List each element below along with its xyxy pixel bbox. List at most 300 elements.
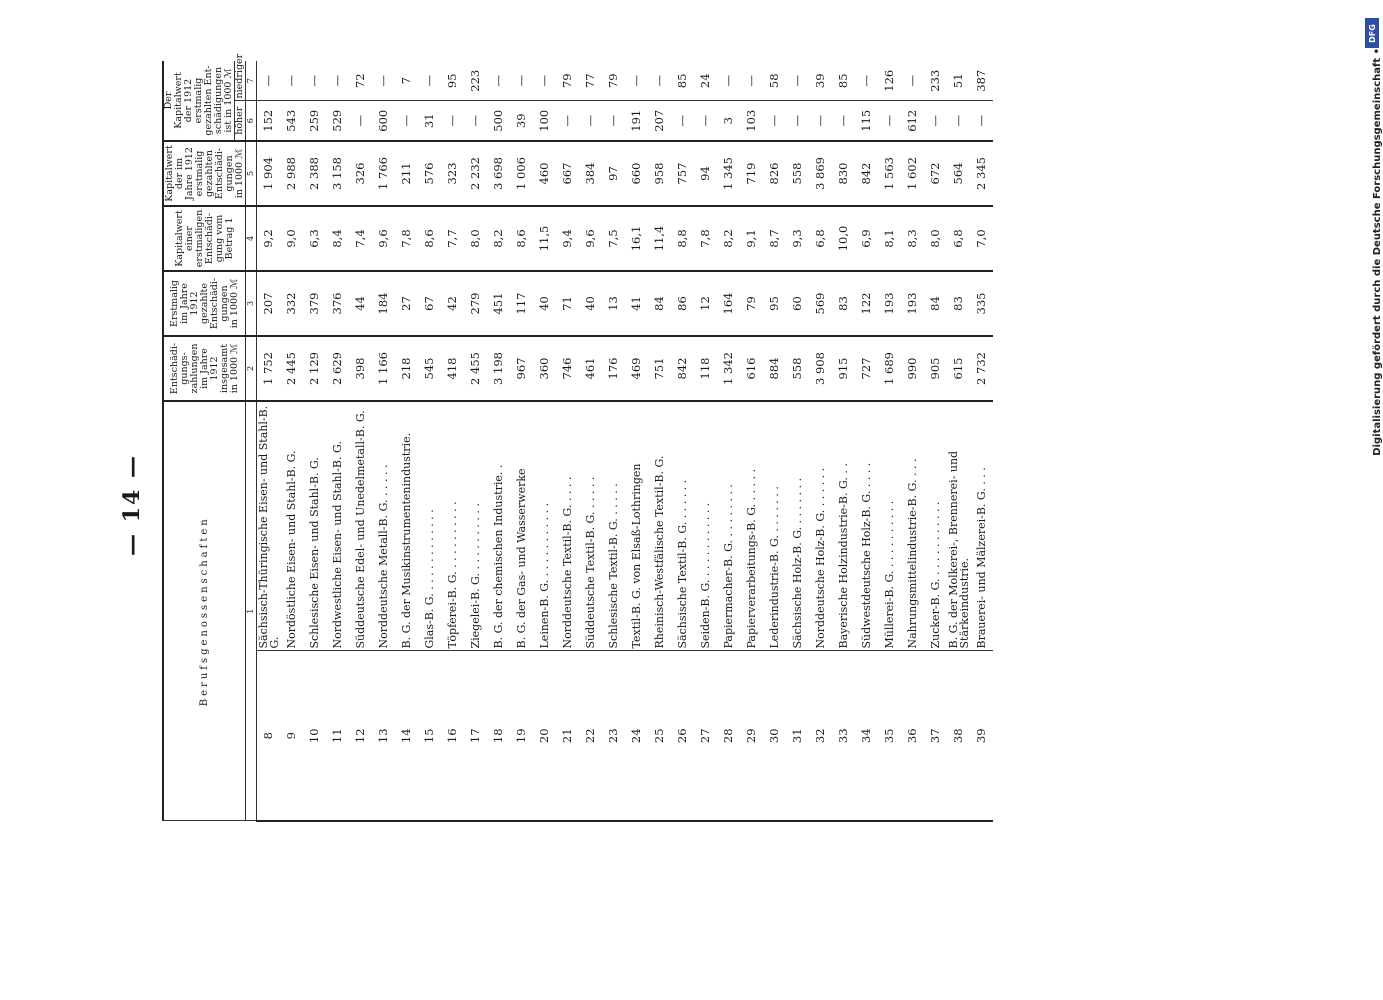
cell-first-payments: 569 <box>809 271 832 336</box>
cell-first-payments: 184 <box>372 271 395 336</box>
cell-total-payments: 2 445 <box>280 336 303 401</box>
cell-capital-value: 2 388 <box>303 141 326 206</box>
cell-total-payments: 751 <box>648 336 671 401</box>
cell-first-payments: 451 <box>487 271 510 336</box>
cell-higher: — <box>464 101 487 141</box>
row-number: 29 <box>740 651 763 821</box>
cell-total-payments: 1 752 <box>257 336 281 401</box>
row-number: 26 <box>671 651 694 821</box>
cell-higher: 612 <box>901 101 924 141</box>
cell-capital-value-factor: 8,8 <box>671 206 694 271</box>
row-number: 31 <box>786 651 809 821</box>
cell-total-payments: 118 <box>694 336 717 401</box>
cell-capital-value-factor: 6,9 <box>855 206 878 271</box>
table-row <box>786 61 809 821</box>
table-row <box>924 61 947 821</box>
cell-capital-value-factor: 8,0 <box>464 206 487 271</box>
cell-total-payments: 218 <box>395 336 418 401</box>
cell-lower: — <box>326 61 349 101</box>
cell-capital-value: 757 <box>671 141 694 206</box>
colnum-5: 5 <box>246 141 257 206</box>
cell-capital-value: 3 698 <box>487 141 510 206</box>
cell-capital-value-factor: 7,8 <box>694 206 717 271</box>
row-number: 22 <box>579 651 602 821</box>
row-number: 39 <box>970 651 993 821</box>
cell-lower: 79 <box>602 61 625 101</box>
cell-capital-value: 660 <box>625 141 648 206</box>
row-name: Bayerische Holzindustrie-B. G. . . <box>832 401 855 651</box>
cell-higher: — <box>947 101 970 141</box>
header-col67: Der Kapitalwert der 1912 erstmalig gezahlten Entschädigungen ist in 1000 ℳ <box>163 61 235 141</box>
cell-first-payments: 27 <box>395 271 418 336</box>
row-name: Südwestdeutsche Holz-B. G. . . . . <box>855 401 878 651</box>
cell-lower: — <box>510 61 533 101</box>
cell-higher: 259 <box>303 101 326 141</box>
table-row <box>464 61 487 821</box>
cell-total-payments: 1 166 <box>372 336 395 401</box>
row-number: 33 <box>832 651 855 821</box>
cell-total-payments: 3 908 <box>809 336 832 401</box>
cell-capital-value: 460 <box>533 141 556 206</box>
cell-lower: — <box>280 61 303 101</box>
cell-first-payments: 12 <box>694 271 717 336</box>
cell-capital-value: 826 <box>763 141 786 206</box>
cell-first-payments: 83 <box>947 271 970 336</box>
header-col4: Kapitalwert einer erstmaligen Entschädigung vom Betrag 1 <box>163 206 246 271</box>
cell-capital-value: 558 <box>786 141 809 206</box>
row-name: B. G. der Musikinstrumentenindustrie. <box>395 401 418 651</box>
cell-capital-value: 384 <box>579 141 602 206</box>
cell-capital-value-factor: 9,6 <box>579 206 602 271</box>
cell-capital-value: 1 006 <box>510 141 533 206</box>
cell-first-payments: 79 <box>740 271 763 336</box>
cell-capital-value: 672 <box>924 141 947 206</box>
row-name: Norddeutsche Metall-B. G. . . . . . <box>372 401 395 651</box>
table-row <box>487 61 510 821</box>
cell-total-payments: 615 <box>947 336 970 401</box>
cell-capital-value-factor: 9,2 <box>257 206 281 271</box>
row-name: Norddeutsche Textil-B. G. . . . . <box>556 401 579 651</box>
cell-capital-value-factor: 9,1 <box>740 206 763 271</box>
cell-capital-value-factor: 6,8 <box>809 206 832 271</box>
row-number: 14 <box>395 651 418 821</box>
row-name: Nahrungsmittelindustrie-B. G. . . . <box>901 401 924 651</box>
table-row <box>740 61 763 821</box>
cell-higher: — <box>786 101 809 141</box>
cell-total-payments: 469 <box>625 336 648 401</box>
cell-higher: 100 <box>533 101 556 141</box>
table-row <box>694 61 717 821</box>
cell-lower: 79 <box>556 61 579 101</box>
cell-total-payments: 418 <box>441 336 464 401</box>
colnum-1: 1 <box>246 401 257 821</box>
cell-first-payments: 279 <box>464 271 487 336</box>
row-number: 16 <box>441 651 464 821</box>
cell-lower: 223 <box>464 61 487 101</box>
table-row <box>717 61 740 821</box>
cell-first-payments: 193 <box>901 271 924 336</box>
cell-lower: 58 <box>763 61 786 101</box>
table-row <box>395 61 418 821</box>
cell-higher: — <box>694 101 717 141</box>
table-row <box>648 61 671 821</box>
cell-capital-value-factor: 11,4 <box>648 206 671 271</box>
cell-higher: 39 <box>510 101 533 141</box>
cell-capital-value: 3 869 <box>809 141 832 206</box>
cell-capital-value-factor: 7,7 <box>441 206 464 271</box>
row-number: 17 <box>464 651 487 821</box>
table-body <box>257 61 994 821</box>
row-number: 13 <box>372 651 395 821</box>
table-row <box>303 61 326 821</box>
row-number: 28 <box>717 651 740 821</box>
cell-capital-value-factor: 10,0 <box>832 206 855 271</box>
cell-capital-value-factor: 8,6 <box>510 206 533 271</box>
cell-capital-value-factor: 9,4 <box>556 206 579 271</box>
table-row <box>280 61 303 821</box>
cell-lower: 233 <box>924 61 947 101</box>
cell-capital-value-factor: 6,3 <box>303 206 326 271</box>
row-number: 36 <box>901 651 924 821</box>
cell-capital-value: 94 <box>694 141 717 206</box>
cell-higher: 31 <box>418 101 441 141</box>
cell-total-payments: 2 129 <box>303 336 326 401</box>
row-name: Schlesische Eisen- und Stahl-B. G. <box>303 401 326 651</box>
row-name: Textil-B. G. von Elsaß-Lothringen <box>625 401 648 651</box>
row-number: 32 <box>809 651 832 821</box>
row-name: Glas-B. G. . . . . . . . . . . . . <box>418 401 441 651</box>
cell-lower: 85 <box>832 61 855 101</box>
row-number: 10 <box>303 651 326 821</box>
row-name: B. G. der Gas- und Wasserwerke <box>510 401 533 651</box>
cell-lower: 85 <box>671 61 694 101</box>
cell-total-payments: 3 198 <box>487 336 510 401</box>
cell-higher: — <box>970 101 993 141</box>
cell-capital-value-factor: 9,0 <box>280 206 303 271</box>
row-name: Papierverarbeitungs-B. G. . . . . . <box>740 401 763 651</box>
cell-total-payments: 2 732 <box>970 336 993 401</box>
cell-lower: — <box>418 61 441 101</box>
table-row <box>349 61 372 821</box>
table-header <box>163 53 257 821</box>
cell-total-payments: 461 <box>579 336 602 401</box>
cell-lower: — <box>855 61 878 101</box>
digitization-note <box>1362 8 1382 992</box>
cell-first-payments: 13 <box>602 271 625 336</box>
cell-lower: — <box>303 61 326 101</box>
table-row <box>947 61 970 821</box>
row-number: 8 <box>257 651 281 821</box>
row-name: Leinen-B. G. . . . . . . . . . . . <box>533 401 556 651</box>
cell-higher: — <box>924 101 947 141</box>
colnum-6: 6 <box>246 101 257 141</box>
cell-higher: 115 <box>855 101 878 141</box>
cell-capital-value: 3 158 <box>326 141 349 206</box>
row-name: Brauerei- und Mälzerei-B. G. . . . <box>970 401 993 651</box>
cell-lower: 95 <box>441 61 464 101</box>
table-row <box>257 61 281 821</box>
cell-higher: — <box>809 101 832 141</box>
cell-capital-value-factor: 11,5 <box>533 206 556 271</box>
colnum-7: 7 <box>246 61 257 101</box>
cell-capital-value: 97 <box>602 141 625 206</box>
table-row <box>901 61 924 821</box>
cell-total-payments: 545 <box>418 336 441 401</box>
cell-lower: — <box>487 61 510 101</box>
cell-first-payments: 40 <box>533 271 556 336</box>
row-name: Nordwestliche Eisen- und Stahl-B. G. <box>326 401 349 651</box>
table-row <box>809 61 832 821</box>
row-name: Zucker-B. G. . . . . . . . . . . . <box>924 401 947 651</box>
header-col7-niedriger: niedriger <box>235 61 246 101</box>
table-row <box>832 61 855 821</box>
cell-first-payments: 42 <box>441 271 464 336</box>
cell-capital-value: 323 <box>441 141 464 206</box>
row-name: Töpferei-B. G. . . . . . . . . . . <box>441 401 464 651</box>
colnum-2: 2 <box>246 336 257 401</box>
cell-first-payments: 83 <box>832 271 855 336</box>
header-berufsgenossenschaften: Berufsgenossenschaften <box>163 401 246 821</box>
cell-capital-value-factor: 7,4 <box>349 206 372 271</box>
table-row <box>326 61 349 821</box>
cell-capital-value-factor: 7,5 <box>602 206 625 271</box>
table-row <box>855 61 878 821</box>
cell-first-payments: 84 <box>924 271 947 336</box>
cell-first-payments: 376 <box>326 271 349 336</box>
row-number: 24 <box>625 651 648 821</box>
cell-capital-value: 2 988 <box>280 141 303 206</box>
cell-capital-value: 1 563 <box>878 141 901 206</box>
cell-total-payments: 1 689 <box>878 336 901 401</box>
cell-capital-value-factor: 7,8 <box>395 206 418 271</box>
cell-higher: 600 <box>372 101 395 141</box>
cell-capital-value-factor: 9,6 <box>372 206 395 271</box>
cell-capital-value-factor: 7,0 <box>970 206 993 271</box>
cell-lower: 24 <box>694 61 717 101</box>
table-row <box>372 61 395 821</box>
cell-higher: — <box>349 101 372 141</box>
row-name: Schlesische Textil-B. G. . . . . . <box>602 401 625 651</box>
cell-capital-value-factor: 8,0 <box>924 206 947 271</box>
cell-total-payments: 398 <box>349 336 372 401</box>
header-col5: Kapitalwert der im Jahre 1912 erstmalig gezahlten Entschädigungen in 1000 ℳ <box>163 141 246 206</box>
cell-higher: — <box>579 101 602 141</box>
cell-capital-value: 211 <box>395 141 418 206</box>
row-name: Süddeutsche Edel- und Unedelmetall-B. G. <box>349 401 372 651</box>
cell-capital-value: 564 <box>947 141 970 206</box>
row-name: B. G. der chemischen Industrie. . <box>487 401 510 651</box>
cell-capital-value: 2 345 <box>970 141 993 206</box>
cell-lower: — <box>740 61 763 101</box>
cell-lower: — <box>533 61 556 101</box>
table-row <box>671 61 694 821</box>
cell-higher: — <box>395 101 418 141</box>
row-number: 20 <box>533 651 556 821</box>
row-number: 30 <box>763 651 786 821</box>
table-row <box>763 61 786 821</box>
row-number: 19 <box>510 651 533 821</box>
cell-total-payments: 884 <box>763 336 786 401</box>
row-number: 18 <box>487 651 510 821</box>
cell-capital-value: 842 <box>855 141 878 206</box>
table-row <box>510 61 533 821</box>
cell-higher: 543 <box>280 101 303 141</box>
row-number: 27 <box>694 651 717 821</box>
cell-capital-value-factor: 8,4 <box>326 206 349 271</box>
cell-lower: — <box>901 61 924 101</box>
cell-higher: — <box>556 101 579 141</box>
cell-total-payments: 2 455 <box>464 336 487 401</box>
cell-capital-value-factor: 9,3 <box>786 206 809 271</box>
row-number: 21 <box>556 651 579 821</box>
cell-first-payments: 84 <box>648 271 671 336</box>
cell-higher: 207 <box>648 101 671 141</box>
cell-first-payments: 67 <box>418 271 441 336</box>
cell-higher: 500 <box>487 101 510 141</box>
cell-first-payments: 379 <box>303 271 326 336</box>
cell-higher: 3 <box>717 101 740 141</box>
cell-first-payments: 122 <box>855 271 878 336</box>
cell-higher: — <box>832 101 855 141</box>
page-number: — 14 — <box>119 454 145 556</box>
cell-lower: — <box>625 61 648 101</box>
table-row <box>533 61 556 821</box>
row-name: Sächsische Textil-B. G. . . . . . . <box>671 401 694 651</box>
cell-capital-value: 667 <box>556 141 579 206</box>
digitization-note-text: Digitalisierung gefördert durch die Deutsche Forschungsgemeinschaft • <box>1372 48 1383 456</box>
cell-capital-value-factor: 8,2 <box>717 206 740 271</box>
table-row <box>556 61 579 821</box>
row-name: Papiermacher-B. G. . . . . . . . . <box>717 401 740 651</box>
row-name: Rheinisch-Westfälische Textil-B. G. <box>648 401 671 651</box>
cell-higher: — <box>671 101 694 141</box>
table-row <box>418 61 441 821</box>
cell-lower: 72 <box>349 61 372 101</box>
row-number: 12 <box>349 651 372 821</box>
cell-higher: 529 <box>326 101 349 141</box>
cell-total-payments: 915 <box>832 336 855 401</box>
cell-capital-value-factor: 8,3 <box>901 206 924 271</box>
cell-capital-value: 958 <box>648 141 671 206</box>
cell-capital-value: 1 904 <box>257 141 281 206</box>
statistics-table <box>162 53 993 822</box>
row-name: Lederindustrie-B. G. . . . . . . . <box>763 401 786 651</box>
cell-lower: — <box>786 61 809 101</box>
row-number: 35 <box>878 651 901 821</box>
cell-first-payments: 117 <box>510 271 533 336</box>
table-row <box>878 61 901 821</box>
rotated-table-region <box>162 53 1212 822</box>
cell-capital-value-factor: 8,1 <box>878 206 901 271</box>
row-number: 23 <box>602 651 625 821</box>
cell-total-payments: 905 <box>924 336 947 401</box>
row-number: 25 <box>648 651 671 821</box>
cell-first-payments: 60 <box>786 271 809 336</box>
row-name: Seiden-B. G. . . . . . . . . . . . <box>694 401 717 651</box>
cell-lower: — <box>717 61 740 101</box>
cell-first-payments: 335 <box>970 271 993 336</box>
cell-higher: — <box>441 101 464 141</box>
cell-higher: — <box>878 101 901 141</box>
cell-capital-value: 1 766 <box>372 141 395 206</box>
cell-total-payments: 558 <box>786 336 809 401</box>
cell-first-payments: 164 <box>717 271 740 336</box>
table-row <box>579 61 602 821</box>
cell-higher: 103 <box>740 101 763 141</box>
cell-first-payments: 95 <box>763 271 786 336</box>
cell-capital-value-factor: 8,6 <box>418 206 441 271</box>
cell-first-payments: 41 <box>625 271 648 336</box>
table-row <box>625 61 648 821</box>
cell-capital-value: 1 602 <box>901 141 924 206</box>
cell-total-payments: 746 <box>556 336 579 401</box>
cell-total-payments: 967 <box>510 336 533 401</box>
dfg-logo: DFG <box>1365 18 1379 48</box>
colnum-3: 3 <box>246 271 257 336</box>
cell-total-payments: 360 <box>533 336 556 401</box>
cell-first-payments: 207 <box>257 271 281 336</box>
cell-first-payments: 44 <box>349 271 372 336</box>
row-number: 9 <box>280 651 303 821</box>
cell-capital-value: 576 <box>418 141 441 206</box>
cell-total-payments: 990 <box>901 336 924 401</box>
cell-capital-value: 719 <box>740 141 763 206</box>
cell-capital-value: 2 232 <box>464 141 487 206</box>
row-number: 15 <box>418 651 441 821</box>
cell-total-payments: 727 <box>855 336 878 401</box>
cell-lower: — <box>648 61 671 101</box>
table-row <box>970 61 993 821</box>
row-name: Nordöstliche Eisen- und Stahl-B. G. <box>280 401 303 651</box>
cell-lower: 77 <box>579 61 602 101</box>
cell-higher: 152 <box>257 101 281 141</box>
cell-capital-value: 326 <box>349 141 372 206</box>
row-number: 34 <box>855 651 878 821</box>
row-number: 11 <box>326 651 349 821</box>
cell-capital-value: 830 <box>832 141 855 206</box>
cell-first-payments: 86 <box>671 271 694 336</box>
cell-first-payments: 71 <box>556 271 579 336</box>
cell-lower: 51 <box>947 61 970 101</box>
cell-lower: — <box>257 61 281 101</box>
table-row <box>602 61 625 821</box>
header-col2: Entschädigungszahlungen im Jahre 1912 insgesamt in 1000 ℳ <box>163 336 246 401</box>
cell-higher: — <box>763 101 786 141</box>
cell-capital-value-factor: 8,2 <box>487 206 510 271</box>
cell-lower: 126 <box>878 61 901 101</box>
row-name: Müllerei-B. G. . . . . . . . . . . <box>878 401 901 651</box>
cell-first-payments: 332 <box>280 271 303 336</box>
cell-lower: 39 <box>809 61 832 101</box>
cell-higher: 191 <box>625 101 648 141</box>
cell-total-payments: 176 <box>602 336 625 401</box>
row-name: Süddeutsche Textil-B. G. . . . . . <box>579 401 602 651</box>
cell-higher: — <box>602 101 625 141</box>
row-name: Sächsisch-Thüringische Eisen- und Stahl-B. G. <box>257 401 281 651</box>
cell-capital-value-factor: 16,1 <box>625 206 648 271</box>
cell-total-payments: 1 342 <box>717 336 740 401</box>
cell-lower: 387 <box>970 61 993 101</box>
cell-total-payments: 2 629 <box>326 336 349 401</box>
cell-total-payments: 842 <box>671 336 694 401</box>
row-name: Ziegelei-B. G. . . . . . . . . . . <box>464 401 487 651</box>
header-col3: Erstmalig im Jahre 1912 gezahlte Entschädigungen in 1000 ℳ <box>163 271 246 336</box>
colnum-4: 4 <box>246 206 257 271</box>
row-number: 37 <box>924 651 947 821</box>
cell-capital-value: 1 345 <box>717 141 740 206</box>
cell-lower: — <box>372 61 395 101</box>
cell-first-payments: 193 <box>878 271 901 336</box>
